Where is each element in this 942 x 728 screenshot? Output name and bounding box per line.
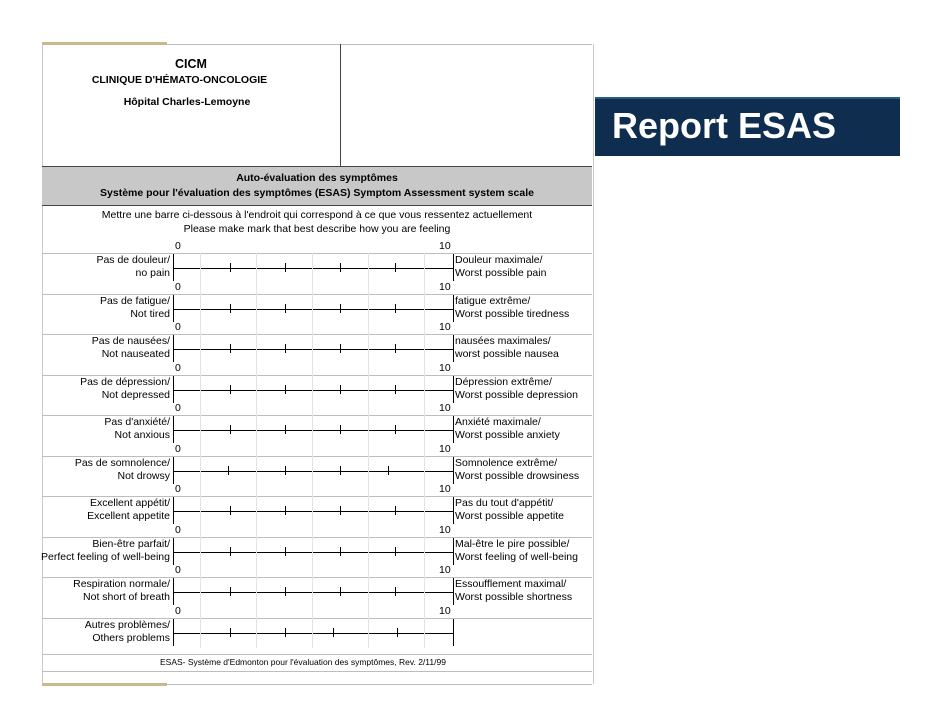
scale-tick (285, 344, 286, 353)
scale-tick (395, 506, 396, 515)
symptom-left-label: Autres problèmes/ (84, 618, 170, 631)
scale-min-label: 0 (175, 523, 181, 536)
symptom-right-label: Anxiété maximale/ (455, 416, 541, 428)
instruction-fr: Mettre une barre ci-dessous à l'endroit qui correspond à ce que vous ressentez actuellement (101, 209, 533, 221)
grid-line (42, 334, 592, 335)
grid-line (42, 537, 592, 538)
scale-end-bar (453, 456, 454, 484)
symptom-left-label: Perfect feeling of well-being (41, 550, 170, 563)
scale-tick (397, 628, 398, 637)
scale-end-bar (453, 415, 454, 443)
form-title-band (42, 166, 592, 206)
symptom-right-label: Dépression extrême/ (455, 375, 552, 388)
symptom-left-label: Pas de nausées/ (91, 335, 170, 347)
scale-start-bar (173, 456, 174, 484)
scale-tick (228, 466, 229, 475)
scale-start-bar (173, 375, 174, 403)
symptom-right-label: Worst possible drowsiness (455, 469, 580, 482)
symptom-right-label: Douleur maximale/ (455, 254, 543, 266)
scale-start-bar (173, 618, 174, 646)
symptom-left-label: Not depressed (101, 388, 170, 401)
scale-max-label: 10 (439, 361, 451, 374)
visual-analog-scale (174, 268, 454, 269)
grid-line (42, 496, 592, 497)
bottom-border-line (167, 684, 592, 685)
scale-end-bar (453, 253, 454, 281)
symptom-right-label: Pas du tout d'appétit/ (455, 497, 554, 509)
form-footer: ESAS- Système d'Edmonton pour l'évaluation des symptômes, Rev. 2/11/99 (160, 657, 446, 667)
scale-end-bar (453, 618, 454, 646)
scale-tick (230, 263, 231, 272)
scale-min-label: 0 (175, 564, 181, 576)
report-banner (595, 97, 900, 156)
scale-end-bar (453, 334, 454, 362)
symptom-right-label: worst possible nausea (455, 348, 559, 360)
scale-max-label: 10 (439, 240, 451, 252)
symptom-right-label: fatigue extrême/ (455, 294, 531, 307)
symptom-right-label: Worst feeling of well-being (455, 550, 578, 563)
scale-end-bar (453, 537, 454, 565)
scale-end-bar (453, 294, 454, 322)
visual-analog-scale (174, 471, 454, 472)
scale-tick (333, 628, 334, 637)
scale-tick (285, 547, 286, 556)
grid-column-line (312, 253, 313, 648)
scale-end-bar (453, 577, 454, 605)
scale-min-label: 0 (175, 280, 181, 293)
scale-start-bar (173, 577, 174, 605)
scale-tick (388, 466, 389, 475)
grid-line (42, 415, 592, 416)
header-divider (340, 44, 341, 166)
scale-end-bar (453, 375, 454, 403)
symptom-left-label: Not drowsy (117, 469, 170, 482)
symptom-right-label: Worst possible appetite (455, 510, 564, 522)
scale-tick (395, 587, 396, 596)
scale-max-label: 10 (439, 402, 451, 414)
scale-tick (340, 304, 341, 313)
scale-start-bar (173, 294, 174, 322)
grid-line (42, 618, 592, 619)
scale-tick (340, 587, 341, 596)
scale-max-label: 10 (439, 321, 451, 333)
scale-max-label: 10 (439, 280, 451, 293)
scale-tick (285, 385, 286, 394)
scale-tick (230, 304, 231, 313)
symptom-left-label: Pas d'anxiété/ (104, 416, 170, 428)
scale-tick (340, 506, 341, 515)
visual-analog-scale (174, 390, 454, 391)
grid-line (42, 294, 592, 295)
scale-tick (230, 385, 231, 394)
scale-start-bar (173, 334, 174, 362)
symptom-left-label: Excellent appetite (87, 510, 170, 522)
symptom-right-label: Worst possible shortness (455, 591, 573, 603)
scale-min-label: 0 (175, 321, 181, 333)
scale-tick (395, 547, 396, 556)
visual-analog-scale (174, 552, 454, 553)
scale-start-bar (173, 415, 174, 443)
symptom-left-label: Not nauseated (101, 348, 170, 360)
symptom-left-label: Bien-être parfait/ (92, 537, 170, 550)
scale-tick (340, 466, 341, 475)
symptom-left-label: Not tired (130, 307, 170, 320)
symptom-right-label: nausées maximales/ (455, 335, 551, 347)
scale-tick (395, 385, 396, 394)
grid-line (42, 577, 592, 578)
scale-tick (285, 506, 286, 515)
symptom-left-label: Pas de somnolence/ (74, 456, 170, 469)
scale-tick (285, 466, 286, 475)
symptom-right-label: Somnolence extrême/ (455, 456, 558, 469)
scale-tick (395, 304, 396, 313)
visual-analog-scale (174, 430, 454, 431)
scale-min-label: 0 (175, 604, 181, 617)
scale-tick (340, 385, 341, 394)
symptom-left-label: Excellent appétit/ (90, 497, 170, 509)
symptom-left-label: Pas de douleur/ (96, 254, 170, 266)
scale-tick (340, 425, 341, 434)
grid-column-line (368, 253, 369, 648)
form-title: Auto-évaluation des symptômes (236, 172, 398, 184)
visual-analog-scale (174, 633, 454, 634)
grid-column-line (424, 253, 425, 648)
scale-max-label: 10 (439, 442, 451, 455)
scale-tick (340, 344, 341, 353)
visual-analog-scale (174, 592, 454, 593)
grid-line (42, 456, 592, 457)
scale-tick (285, 587, 286, 596)
symptom-left-label: Not short of breath (83, 591, 170, 603)
symptom-left-label: no pain (135, 267, 170, 279)
scale-tick (230, 506, 231, 515)
scale-max-label: 10 (439, 564, 451, 576)
form-header (42, 44, 340, 166)
scale-min-label: 0 (175, 240, 181, 252)
scale-tick (285, 304, 286, 313)
symptom-left-label: Respiration normale/ (73, 578, 170, 590)
visual-analog-scale (174, 511, 454, 512)
symptom-left-label: Pas de fatigue/ (99, 294, 170, 307)
symptom-right-label: Essoufflement maximal/ (455, 578, 567, 590)
visual-analog-scale (174, 309, 454, 310)
grid-line (42, 375, 592, 376)
symptom-right-label: Worst possible depression (455, 388, 578, 401)
symptom-right-label: Worst possible tiredness (455, 307, 570, 320)
symptom-right-label: Worst possible anxiety (455, 429, 560, 441)
symptom-left-label: Not anxious (114, 429, 170, 441)
hospital-name: Hôpital Charles-Lemoyne (123, 96, 251, 108)
org-name: CICM (175, 57, 207, 71)
grid-column-line (256, 253, 257, 648)
scale-tick (230, 425, 231, 434)
visual-analog-scale (174, 349, 454, 350)
symptom-right-label: Mal-être le pire possible/ (455, 537, 570, 550)
scale-tick (230, 628, 231, 637)
scale-tick (395, 425, 396, 434)
scale-tick (285, 263, 286, 272)
scale-start-bar (173, 537, 174, 565)
scale-tick (285, 628, 286, 637)
scale-max-label: 10 (439, 604, 451, 617)
symptom-left-label: Pas de dépression/ (80, 375, 170, 388)
grid-line (42, 253, 592, 254)
scale-min-label: 0 (175, 483, 181, 495)
clinic-name: CLINIQUE D'HÉMATO-ONCOLOGIE (91, 74, 268, 86)
scale-min-label: 0 (175, 442, 181, 455)
scale-min-label: 0 (175, 361, 181, 374)
scale-tick (340, 547, 341, 556)
symptom-left-label: Others problems (92, 631, 170, 644)
scale-min-label: 0 (175, 402, 181, 414)
scale-tick (340, 263, 341, 272)
scale-tick (230, 344, 231, 353)
symptom-right-label: Worst possible pain (455, 267, 547, 279)
scale-max-label: 10 (439, 523, 451, 536)
grid-column-line (200, 253, 201, 648)
scale-tick (285, 425, 286, 434)
scale-tick (395, 344, 396, 353)
scale-end-bar (453, 496, 454, 524)
scale-start-bar (173, 253, 174, 281)
report-title: Report ESAS (612, 105, 837, 146)
scale-max-label: 10 (439, 483, 451, 495)
scale-start-bar (173, 496, 174, 524)
form-subtitle: Système pour l'évaluation des symptômes (ESAS) Symptom Assessment system scale (100, 187, 534, 199)
instruction-en: Please make mark that best describe how you are feeling (183, 223, 451, 235)
scale-tick (230, 587, 231, 596)
scale-tick (395, 263, 396, 272)
scale-tick (230, 547, 231, 556)
